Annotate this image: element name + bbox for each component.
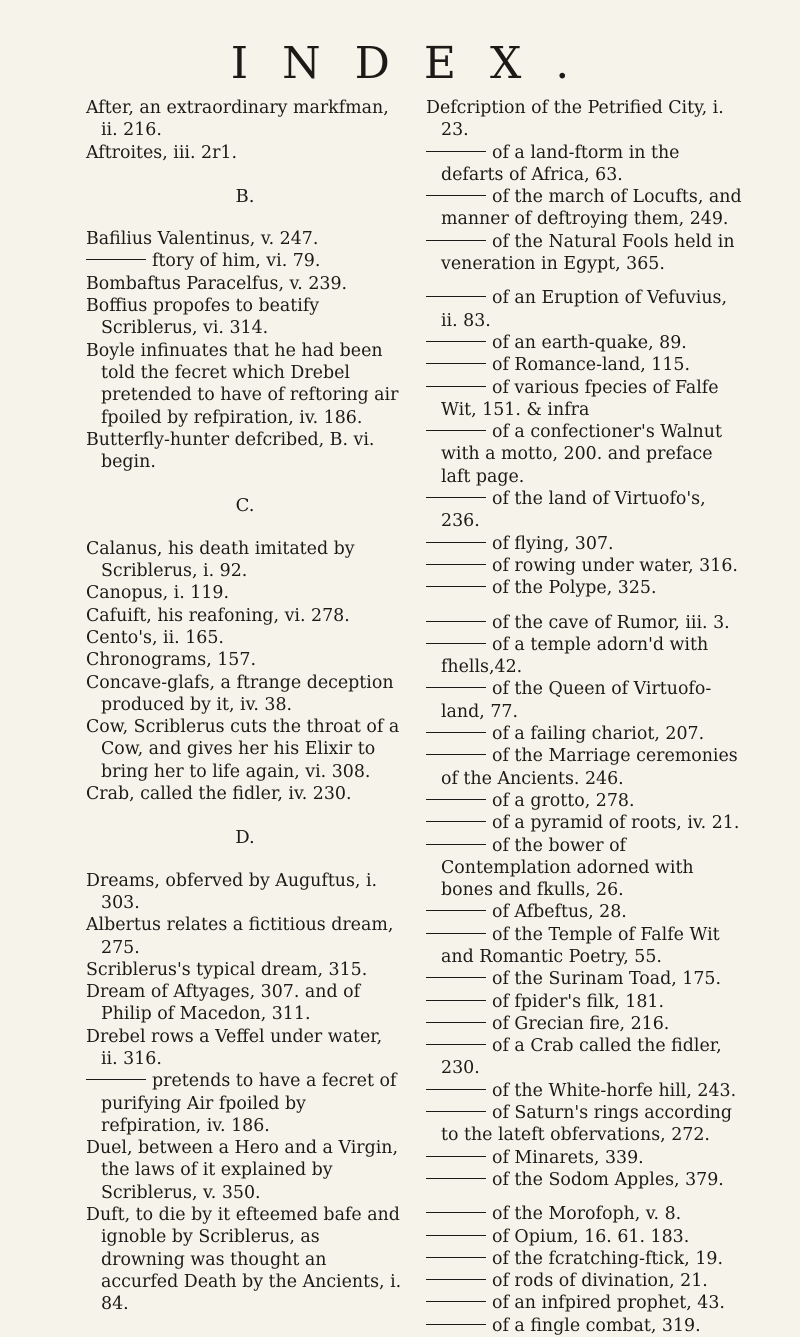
ditto-rule bbox=[426, 1279, 486, 1280]
index-subentry: of an earth-quake, 89. bbox=[426, 332, 746, 354]
index-subentry: of the Temple of Falfe Wit and Romantic Poetry, 55. bbox=[426, 924, 746, 969]
spacer bbox=[426, 600, 746, 612]
ditto-rule bbox=[426, 1257, 486, 1258]
index-subentry: of a failing chariot, 207. bbox=[426, 723, 746, 745]
ditto-rule bbox=[426, 586, 486, 587]
index-entry: Boffius propofes to beatify Scriblerus, vi. 314. bbox=[86, 296, 320, 339]
ditto-rule bbox=[426, 687, 486, 688]
index-subentry: of rowing under water, 316. bbox=[426, 555, 746, 577]
index-subentry: of the fcratching-ftick, 19. bbox=[426, 1248, 746, 1270]
index-subentry: pretends to have a fecret of purifying Air fpoiled by refpiration, iv. 186. bbox=[86, 1070, 404, 1137]
index-subentry: of a fingle combat, 319. bbox=[426, 1315, 746, 1337]
index-entry: Bombaftus Paracelfus, v. 239. bbox=[86, 273, 348, 294]
ditto-rule bbox=[426, 363, 486, 364]
ditto-rule bbox=[426, 754, 486, 755]
index-subentry: of the land of Virtuofo's, 236. bbox=[426, 488, 746, 533]
ditto-rule bbox=[426, 497, 486, 498]
index-subentry: of a pyramid of roots, iv. 21. bbox=[426, 812, 746, 834]
section-letter-d: D. bbox=[235, 827, 255, 849]
ditto-rule bbox=[426, 844, 486, 845]
index-subentry: of the Queen of Virtuofo-land, 77. bbox=[426, 678, 746, 723]
index-entry: Defcription of the Petrified City, i. 23. bbox=[426, 98, 724, 141]
ditto-rule bbox=[426, 542, 486, 543]
ditto-rule bbox=[426, 151, 486, 152]
section-letter-c: C. bbox=[235, 495, 255, 517]
ditto-rule bbox=[426, 564, 486, 565]
left-column bbox=[86, 97, 404, 1316]
index-subentry: of an Eruption of Vefuvius, ii. 83. bbox=[426, 287, 746, 332]
ditto-rule bbox=[426, 195, 486, 196]
index-entry: Concave-glafs, a ftrange deception produced by it, iv. 38. bbox=[86, 672, 394, 715]
index-subentry: of the march of Locufts, and manner of deftroying them, 249. bbox=[426, 186, 746, 231]
description-subentries bbox=[426, 142, 746, 1337]
page-title: INDEX. bbox=[230, 38, 604, 89]
ditto-rule bbox=[426, 1111, 486, 1112]
index-entry: Duel, between a Hero and a Virgin, the laws of it explained by Scriblerus, v. 350. bbox=[86, 1138, 399, 1203]
ditto-rule bbox=[426, 621, 486, 622]
index-subentry: of the Surinam Toad, 175. bbox=[426, 968, 746, 990]
index-subentry: of a temple adorn'd with fhells,42. bbox=[426, 634, 746, 679]
index-subentry: ftory of him, vi. 79. bbox=[86, 250, 404, 272]
ditto-rule bbox=[426, 1044, 486, 1045]
ditto-rule bbox=[426, 1178, 486, 1179]
ditto-rule bbox=[426, 821, 486, 822]
index-entry: Crab, called the fidler, iv. 230. bbox=[86, 784, 352, 805]
ditto-rule bbox=[426, 933, 486, 934]
index-subentry: of the Polype, 325. bbox=[426, 577, 746, 599]
ditto-rule bbox=[426, 799, 486, 800]
index-subentry: of a Crab called the fidler, 230. bbox=[426, 1035, 746, 1080]
spacer bbox=[426, 275, 746, 287]
ditto-rule bbox=[426, 1000, 486, 1001]
index-subentry: of rods of divination, 21. bbox=[426, 1270, 746, 1292]
ditto-rule bbox=[426, 1212, 486, 1213]
index-entry: Albertus relates a fictitious dream, 275. bbox=[86, 915, 394, 958]
ditto-rule bbox=[426, 910, 486, 911]
index-subentry: of flying, 307. bbox=[426, 533, 746, 555]
index-entry: Cow, Scriblerus cuts the throat of a Cow, and gives her his Elixir to bring her to life again, vi. 308. bbox=[86, 717, 400, 782]
index-entry: Scriblerus's typical dream, 315. bbox=[86, 959, 368, 980]
index-entry: Canopus, i. 119. bbox=[86, 583, 229, 604]
ditto-rule bbox=[426, 977, 486, 978]
index-subentry: of Romance-land, 115. bbox=[426, 354, 746, 376]
ditto-rule bbox=[86, 1079, 146, 1080]
index-subentry: of Grecian fire, 216. bbox=[426, 1013, 746, 1035]
ditto-rule bbox=[426, 1235, 486, 1236]
index-subentry: of various fpecies of Falfe Wit, 151. & infra bbox=[426, 377, 746, 422]
ditto-rule bbox=[426, 430, 486, 431]
ditto-rule bbox=[86, 259, 146, 260]
ditto-rule bbox=[426, 1324, 486, 1325]
index-entry: After, an extraordinary markfman, ii. 216. bbox=[86, 98, 389, 141]
ditto-rule bbox=[426, 1022, 486, 1023]
index-subentry: of the Morofoph, v. 8. bbox=[426, 1203, 746, 1225]
index-entry: Dreams, obferved by Auguftus, i. 303. bbox=[86, 870, 378, 913]
index-entry: Bafilius Valentinus, v. 247. bbox=[86, 229, 319, 250]
ditto-rule bbox=[426, 1156, 486, 1157]
index-entry: Aftroites, iii. 2r1. bbox=[86, 142, 237, 163]
index-entry: Butterfly-hunter defcribed, B. vi. begin. bbox=[86, 429, 375, 473]
spacer bbox=[426, 1191, 746, 1203]
index-entry: Drebel rows a Veffel under water, ii. 316. bbox=[86, 1026, 383, 1069]
index-subentry: of fpider's filk, 181. bbox=[426, 991, 746, 1013]
ditto-rule bbox=[426, 732, 486, 733]
ditto-rule bbox=[426, 643, 486, 644]
index-subentry: of an infpired prophet, 43. bbox=[426, 1292, 746, 1314]
index-entry: Boyle infinuates that he had been told the fecret which Drebel pretended to have of reftoring air fpoiled by refpiration, iv. 186. bbox=[86, 340, 399, 428]
index-subentry: of a grotto, 278. bbox=[426, 790, 746, 812]
index-subentry: of the Natural Fools held in veneration in Egypt, 365. bbox=[426, 231, 746, 276]
index-entry: Dream of Aftyages, 307. and of Philip of Macedon, 311. bbox=[86, 982, 361, 1025]
index-subentry: of Saturn's rings according to the lateft obfervations, 272. bbox=[426, 1102, 746, 1147]
index-subentry: of the White-horfe hill, 243. bbox=[426, 1080, 746, 1102]
index-entry: Cafuift, his reafoning, vi. 278. bbox=[86, 605, 350, 626]
index-subentry: of the Marriage ceremonies of the Ancients. 246. bbox=[426, 745, 746, 790]
ditto-rule bbox=[426, 240, 486, 241]
index-subentry: of the Sodom Apples, 379. bbox=[426, 1169, 746, 1191]
ditto-rule bbox=[426, 386, 486, 387]
ditto-rule bbox=[426, 296, 486, 297]
index-subentry: of the cave of Rumor, iii. 3. bbox=[426, 612, 746, 634]
section-letter-b: B. bbox=[235, 185, 255, 207]
index-entry: Cento's, ii. 165. bbox=[86, 627, 224, 648]
right-column bbox=[426, 97, 746, 1337]
index-subentry: of Afbeftus, 28. bbox=[426, 901, 746, 923]
index-subentry: of Minarets, 339. bbox=[426, 1147, 746, 1169]
index-subentry: of a land-ftorm in the defarts of Africa, 63. bbox=[426, 142, 746, 187]
ditto-rule bbox=[426, 1089, 486, 1090]
index-entry: Calanus, his death imitated by Scriblerus, i. 92. bbox=[86, 538, 355, 582]
index-subentry: of Opium, 16. 61. 183. bbox=[426, 1226, 746, 1248]
index-subentry: of the bower of Contemplation adorned with bones and fkulls, 26. bbox=[426, 835, 746, 902]
ditto-rule bbox=[426, 1301, 486, 1302]
index-entry: Chronograms, 157. bbox=[86, 650, 256, 671]
index-entry: Duft, to die by it efteemed bafe and ignoble by Scriblerus, as drowning was thought an accurfed Death by the Ancients, i. 84. bbox=[86, 1205, 402, 1315]
index-subentry: of a confectioner's Walnut with a motto, 200. and preface laft page. bbox=[426, 421, 746, 488]
ditto-rule bbox=[426, 341, 486, 342]
